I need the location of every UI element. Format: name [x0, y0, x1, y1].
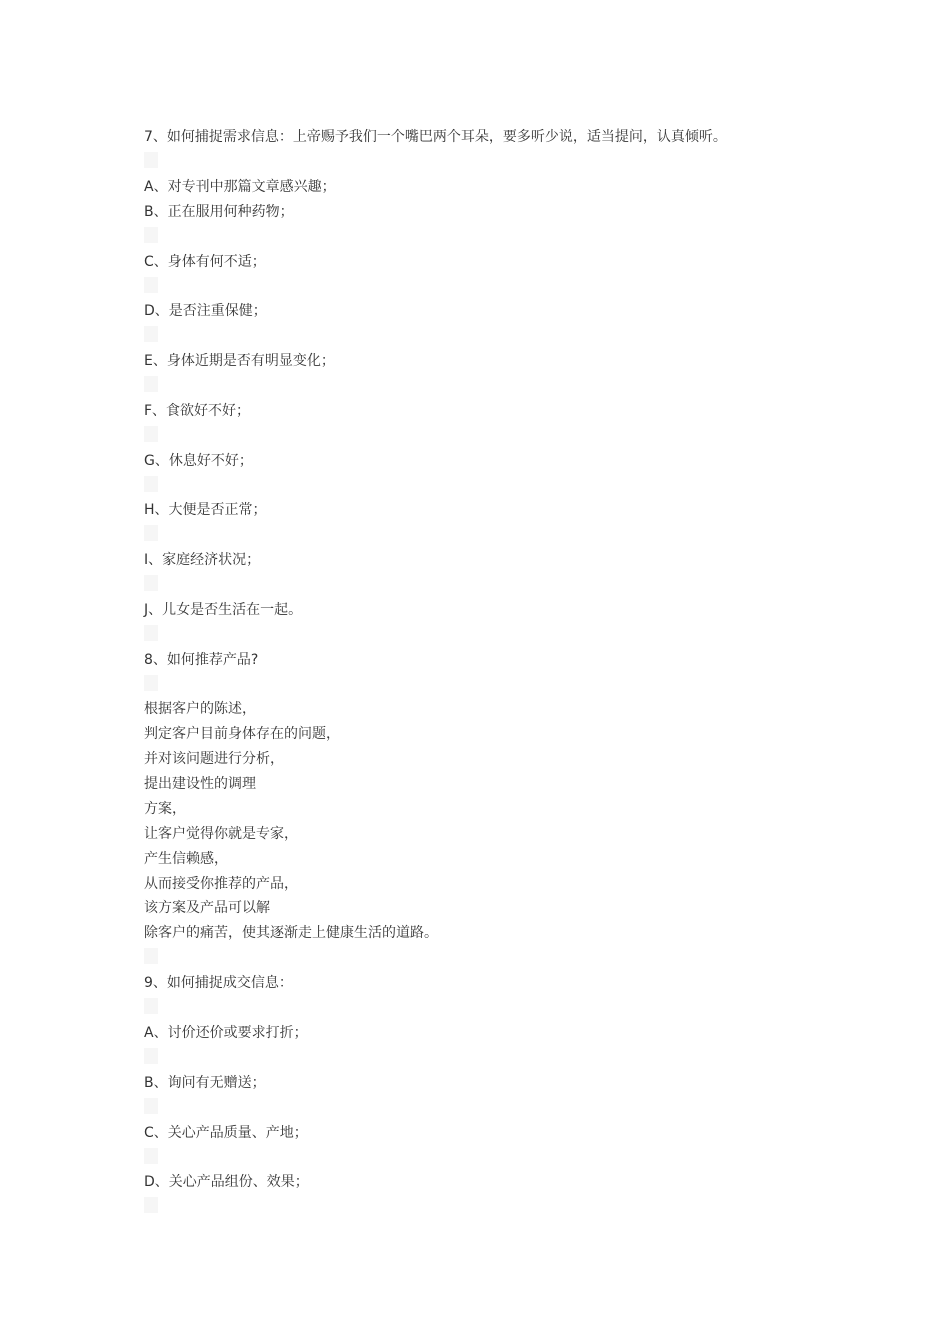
- q7-item-e: E、身体近期是否有明显变化；: [144, 353, 335, 369]
- q8-line: 并对该问题进行分析，: [144, 751, 284, 767]
- blank-line-marker: [144, 326, 158, 342]
- q7-item-f: F、食欲好不好；: [144, 403, 251, 419]
- q8-line: 提出建设性的调理: [144, 776, 256, 792]
- q7-item-g: G、休息好不好；: [144, 453, 253, 469]
- q8-line: 判定客户目前身体存在的问题，: [144, 726, 340, 742]
- blank-line-marker: [144, 426, 158, 442]
- blank-line-marker: [144, 227, 158, 243]
- q8-line: 方案，: [144, 801, 186, 817]
- blank-line-marker: [144, 625, 158, 641]
- q8-line: 根据客户的陈述，: [144, 701, 256, 717]
- q7-item-a: A、对专刊中那篇文章感兴趣；: [144, 179, 336, 195]
- blank-line-marker: [144, 1098, 158, 1114]
- q8-line: 让客户觉得你就是专家，: [144, 826, 298, 842]
- q8-line: 产生信赖感，: [144, 851, 228, 867]
- q9-heading: 9、如何捕捉成交信息：: [144, 975, 293, 991]
- q7-item-d: D、是否注重保健；: [144, 303, 267, 319]
- q7-item-j: J、儿女是否生活在一起。: [144, 602, 303, 618]
- q8-line: 该方案及产品可以解: [144, 900, 270, 916]
- blank-line-marker: [144, 575, 158, 591]
- q7-item-c: C、身体有何不适；: [144, 254, 266, 270]
- blank-line-marker: [144, 998, 158, 1014]
- blank-line-marker: [144, 948, 158, 964]
- q7-item-b: B、正在服用何种药物；: [144, 204, 294, 220]
- q9-item-c: C、关心产品质量、产地；: [144, 1125, 308, 1141]
- blank-line-marker: [144, 476, 158, 492]
- q8-heading: 8、如何推荐产品?: [144, 652, 259, 668]
- blank-line-marker: [144, 1197, 158, 1213]
- blank-line-marker: [144, 376, 158, 392]
- q7-item-i: I、家庭经济状况；: [144, 552, 261, 568]
- q9-item-d: D、关心产品组份、效果；: [144, 1174, 309, 1190]
- q9-item-a: A、讨价还价或要求打折；: [144, 1025, 308, 1041]
- q7-heading: 7、如何捕捉需求信息：上帝赐予我们一个嘴巴两个耳朵，要多听少说，适当提问，认真倾听。: [144, 129, 727, 145]
- q8-line: 从而接受你推荐的产品，: [144, 876, 298, 892]
- blank-line-marker: [144, 277, 158, 293]
- q9-item-b: B、询问有无赠送；: [144, 1075, 266, 1091]
- blank-line-marker: [144, 675, 158, 691]
- blank-line-marker: [144, 1148, 158, 1164]
- blank-line-marker: [144, 152, 158, 168]
- q8-line: 除客户的痛苦，使其逐渐走上健康生活的道路。: [144, 925, 438, 941]
- blank-line-marker: [144, 1048, 158, 1064]
- q7-item-h: H、大便是否正常；: [144, 502, 267, 518]
- blank-line-marker: [144, 525, 158, 541]
